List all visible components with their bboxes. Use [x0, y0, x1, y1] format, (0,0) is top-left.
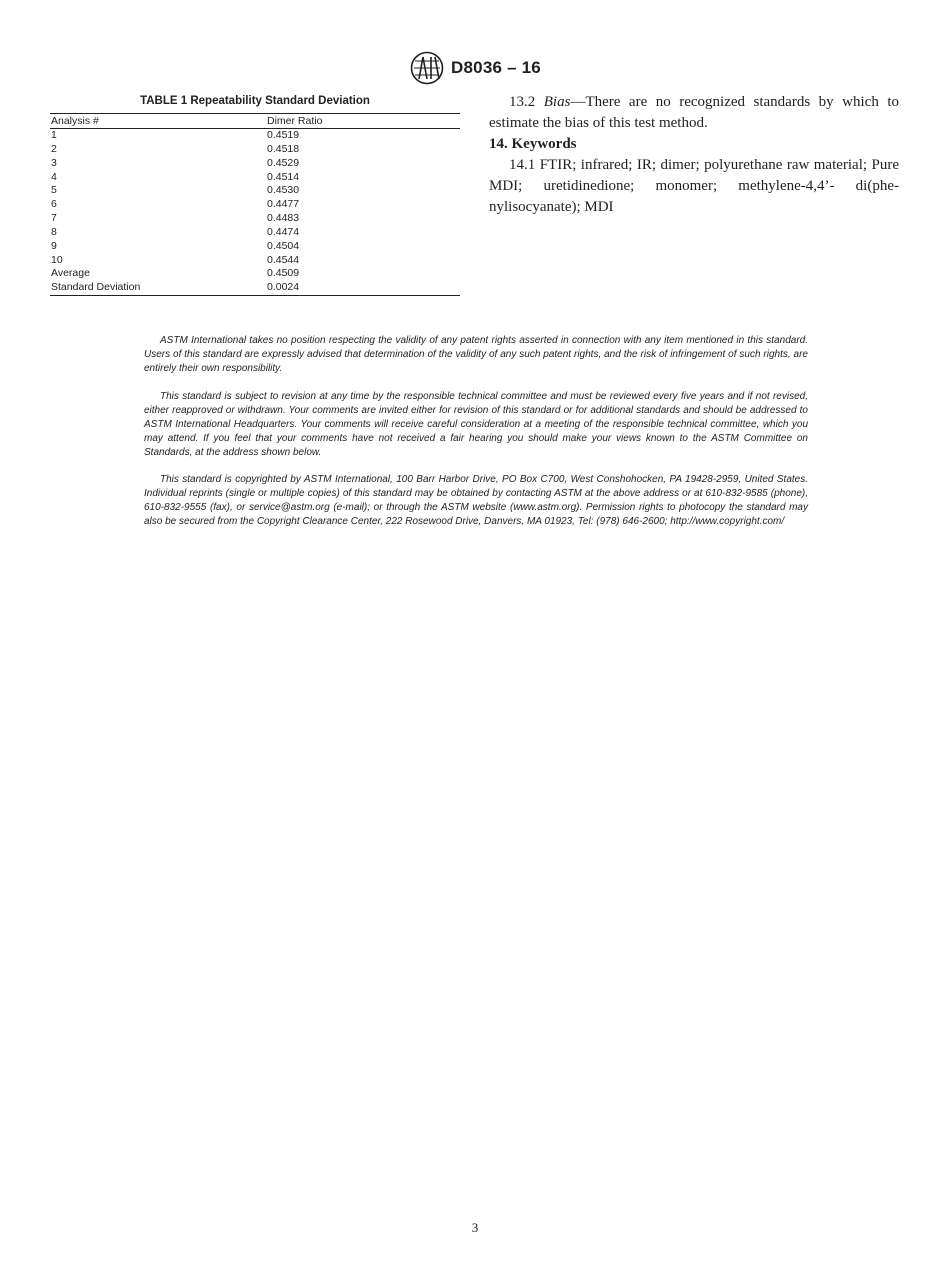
analysis-cell: 1 [51, 129, 57, 141]
dimer-ratio-cell: 0.4504 [267, 239, 300, 252]
table-row [50, 184, 460, 198]
page-number: 3 [471, 1220, 479, 1235]
astm-logo-icon [409, 51, 445, 85]
table-row [50, 212, 460, 226]
section-14-heading: 14. Keywords [489, 136, 577, 152]
table-row [50, 143, 460, 157]
table-row [50, 198, 460, 212]
repeatability-table [50, 95, 460, 296]
table-row [50, 267, 460, 281]
analysis-cell: 7 [51, 212, 57, 225]
data-table [50, 113, 460, 296]
dimer-ratio-cell: 0.0024 [266, 281, 460, 295]
dimer-ratio-cell: 0.4519 [267, 129, 300, 141]
dimer-ratio-cell: 0.4474 [267, 225, 300, 238]
table-title: TABLE 1 Repeatability Standard Deviation [140, 95, 370, 107]
column-header-dimer-ratio: Dimer Ratio [266, 114, 460, 129]
patent-notice: ASTM International takes no position respecting the validity of any patent rights asserted in connection with any item mentioned in this standard. Users of this standard are expressly advised that determination of the validity of any such patent rights, and the risk of infringement of such rights, are entirely their own responsibility. [144, 335, 808, 374]
dimer-ratio-cell: 0.4518 [267, 142, 300, 155]
analysis-cell: 6 [51, 198, 57, 211]
table-row [50, 171, 460, 185]
revision-notice: This standard is subject to revision at any time by the responsible technical committee and must be reviewed every five years and if not revised, either reapproved or withdrawn. Your comments are invited either for revision of this standard or for additional standards and should be addressed to ASTM International Headquarters. Your comments will receive careful consideration at a meeting of the responsible technical committee, which you may attend. If you feel that your comments have not received a fair hearing you should make your views known to the ASTM Committee on Standards, at the address shown below. [144, 390, 808, 458]
astm-notices [144, 334, 808, 543]
dimer-ratio-cell: 0.4477 [267, 198, 300, 211]
analysis-cell: 10 [51, 253, 63, 266]
page-header [0, 50, 950, 86]
table-row [50, 129, 460, 143]
table-row [50, 226, 460, 240]
table-row [50, 157, 460, 171]
dimer-ratio-cell: 0.4483 [267, 212, 300, 225]
analysis-cell: 8 [51, 225, 57, 238]
column-header-analysis: Analysis # [50, 114, 266, 129]
table-row [50, 240, 460, 254]
section-13-2-body: —There are no recognized standards by which to estimate the bias of this test method. [489, 94, 900, 131]
table-header-row [50, 114, 460, 129]
analysis-cell: 4 [51, 170, 57, 183]
dimer-ratio-cell: 0.4509 [267, 267, 300, 280]
analysis-cell: Standard Deviation [50, 281, 266, 295]
copyright-notice: This standard is copyrighted by ASTM International, 100 Barr Harbor Drive, PO Box C700, West Conshohocken, PA 19428-2959, United States. Individual reprints (single or multiple copies) of this standard may be obtained by contacting ASTM at the above address or at 610-832-9585 (phone), 610-832-9555 (fax), or service@astm.org (e-mail); or through the ASTM website (www.astm.org). Permission rights to photocopy the standard may also be secured from the Copyright Clearance Center, 222 Rosewood Drive, Danvers, MA 01923, Tel: (978) 646-2600; http://www.copyright.com/ [144, 474, 808, 527]
analysis-cell: Average [51, 267, 90, 280]
section-13-2 [489, 92, 899, 134]
dimer-ratio-cell: 0.4530 [267, 184, 300, 197]
section-14-1: 14.1 FTIR; infrared; IR; dimer; polyurethane raw material; Pure MDI; uretidinedione; monomer; methylene-4,4’- di(phe-nylisocyanate); MDI [489, 157, 899, 215]
document-designation: D8036 – 16 [451, 58, 541, 77]
analysis-cell: 5 [51, 184, 57, 197]
analysis-cell: 3 [51, 156, 57, 169]
table-row [50, 254, 460, 268]
analysis-cell: 2 [51, 142, 57, 155]
section-13-2-term: Bias [543, 94, 571, 110]
dimer-ratio-cell: 0.4514 [267, 170, 300, 183]
section-13-2-number: 13.2 [509, 94, 536, 110]
dimer-ratio-cell: 0.4544 [267, 253, 300, 266]
table-row [50, 281, 460, 295]
analysis-cell: 9 [51, 239, 57, 252]
right-column-text [489, 92, 899, 218]
dimer-ratio-cell: 0.4529 [267, 156, 300, 169]
